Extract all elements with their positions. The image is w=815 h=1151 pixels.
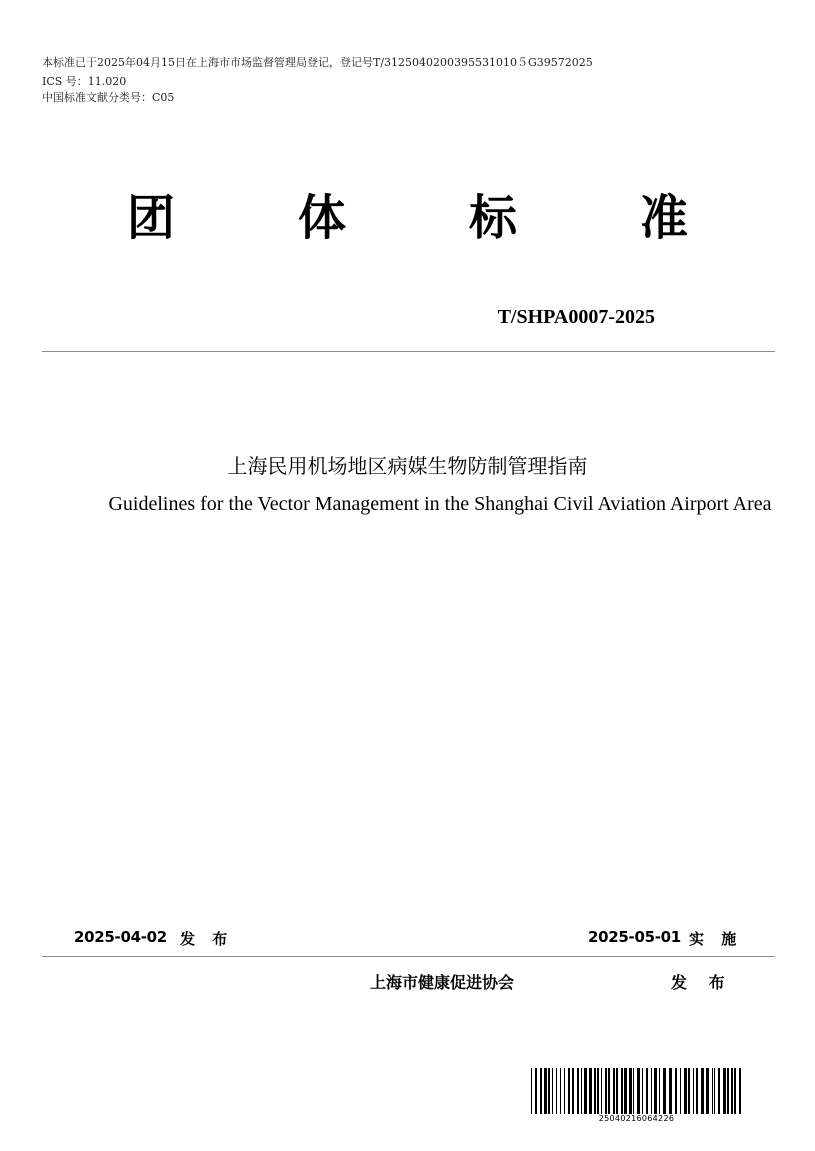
doc-type-char-2: 体 <box>297 190 346 246</box>
doc-type-char-4: 准 <box>639 190 688 246</box>
standard-number: T/SHPA0007-2025 <box>497 306 655 328</box>
doc-type-char-3: 标 <box>468 190 517 246</box>
publisher-action: 发 布 <box>671 973 733 992</box>
bottom-divider <box>42 956 775 957</box>
publish-date: 2025-04-02 <box>74 928 167 946</box>
title-chinese: 上海民用机场地区病媒生物防制管理指南 <box>227 454 588 478</box>
barcode-number: 25040216064226 <box>598 1114 675 1123</box>
ics-number: ICS 号：11.020 <box>42 75 127 88</box>
implement-label: 实 施 <box>689 930 743 948</box>
publisher-name: 上海市健康促进协会 <box>370 973 515 992</box>
registration-note: 本标准已于2025年04月15日在上海市市场监督管理局登记，登记号T/3125040200395531010５G39572025 <box>42 56 593 69</box>
ccs-number: 中国标准文献分类号：C05 <box>42 91 175 104</box>
publish-label: 发 布 <box>180 930 234 948</box>
title-english: Guidelines for the Vector Management in the Shanghai Civil Aviation Airport Area <box>108 493 772 515</box>
implement-date: 2025-05-01 <box>588 928 681 946</box>
barcode-image <box>531 1068 742 1114</box>
doc-type-char-1: 团 <box>126 190 175 246</box>
top-divider <box>42 351 775 352</box>
